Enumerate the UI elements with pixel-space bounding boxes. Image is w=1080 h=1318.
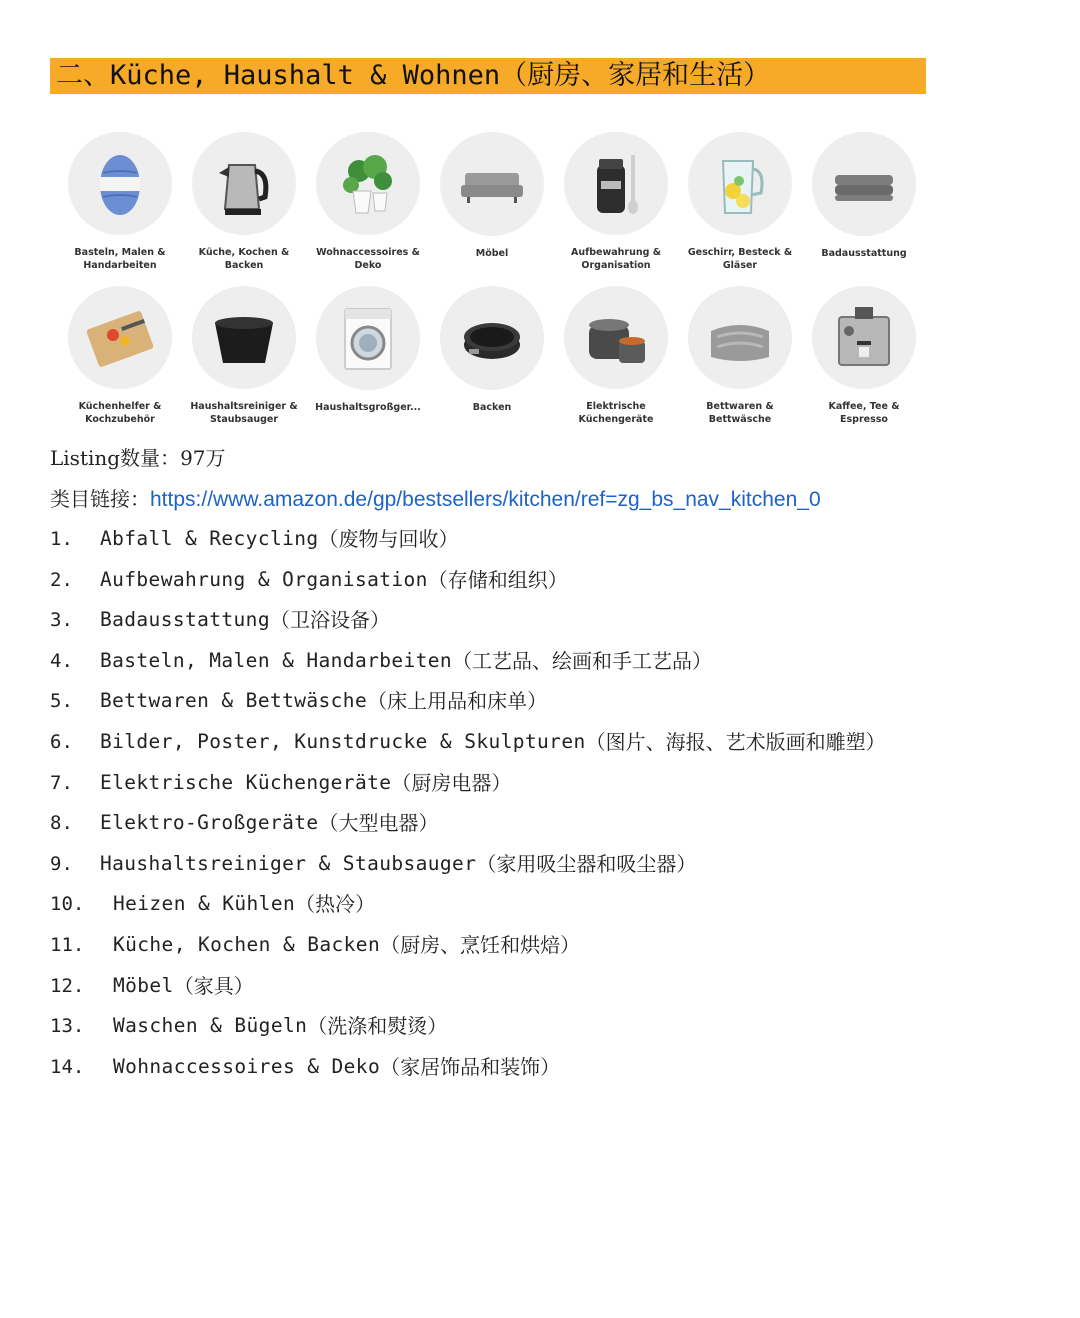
category-label: Aufbewahrung & Organisation bbox=[570, 247, 662, 271]
category-tile[interactable] bbox=[58, 132, 182, 272]
washing-machine-icon bbox=[331, 301, 405, 375]
category-tile[interactable] bbox=[678, 132, 802, 272]
category-image bbox=[316, 286, 420, 390]
item-name-cn: （家具） bbox=[173, 973, 254, 998]
category-image bbox=[812, 286, 916, 389]
category-image bbox=[812, 132, 916, 236]
list-item bbox=[50, 971, 1050, 1012]
bucket-icon bbox=[207, 301, 281, 375]
list-item bbox=[50, 686, 1050, 727]
list-item bbox=[50, 565, 1050, 606]
item-name-de: Küche, Kochen & Backen bbox=[113, 932, 381, 956]
springform-pan-icon bbox=[455, 301, 529, 375]
list-number: 1. bbox=[50, 528, 73, 550]
list-number: 2. bbox=[50, 568, 73, 591]
list-item bbox=[50, 849, 1050, 890]
list-item bbox=[50, 646, 1050, 687]
category-label: Bettwaren & Bettwäsche bbox=[706, 401, 774, 425]
list-item bbox=[50, 1052, 1050, 1093]
subcategory-list bbox=[50, 524, 1050, 1092]
list-item bbox=[50, 605, 1050, 646]
category-grid bbox=[58, 132, 928, 426]
category-image bbox=[68, 132, 172, 235]
category-image bbox=[688, 286, 792, 389]
list-number: 14. bbox=[50, 1055, 85, 1078]
item-name-de: Abfall & Recycling bbox=[100, 527, 319, 550]
category-label: Elektrische Küchengeräte bbox=[578, 401, 654, 425]
category-tile[interactable] bbox=[182, 132, 306, 272]
category-link[interactable]: https://www.amazon.de/gp/bestsellers/kitchen/ref=zg_bs_nav_kitchen_0 bbox=[150, 488, 821, 511]
list-number: 3. bbox=[50, 609, 73, 632]
item-name-de: Haushaltsreiniger & Staubsauger bbox=[100, 851, 477, 875]
category-image bbox=[440, 132, 544, 236]
category-label: Wohnaccessoires & Deko bbox=[316, 247, 420, 271]
category-tile[interactable] bbox=[802, 132, 926, 272]
item-name-cn: （废物与回收） bbox=[318, 527, 459, 551]
list-number: 10. bbox=[50, 893, 85, 916]
listing-count-label: Listing数量： bbox=[50, 446, 181, 470]
yarn-ball-icon bbox=[83, 147, 157, 221]
item-name-de: Waschen & Bügeln bbox=[113, 1014, 308, 1038]
blanket-icon bbox=[703, 301, 777, 375]
list-item bbox=[50, 768, 1050, 809]
item-name-de: Bilder, Poster, Kunstdrucke & Skulpturen bbox=[100, 729, 586, 753]
list-item bbox=[50, 930, 1050, 971]
category-link-label: 类目链接： bbox=[50, 487, 150, 511]
category-link-row bbox=[50, 485, 821, 514]
category-tile[interactable] bbox=[306, 286, 430, 426]
potted-plant-icon bbox=[331, 147, 405, 221]
category-label: Möbel bbox=[475, 248, 509, 259]
item-name-de: Bettwaren & Bettwäsche bbox=[100, 689, 368, 713]
slow-cooker-icon bbox=[579, 301, 653, 375]
sofa-icon bbox=[455, 147, 529, 221]
category-image bbox=[68, 286, 172, 389]
list-number: 12. bbox=[50, 974, 85, 997]
category-label: Kaffee, Tee & Espresso bbox=[828, 401, 900, 425]
item-name-cn: （工艺品、绘画和手工艺品） bbox=[452, 648, 713, 673]
category-image bbox=[316, 132, 420, 235]
category-tile[interactable] bbox=[678, 286, 802, 426]
list-number: 9. bbox=[50, 852, 73, 875]
listing-count bbox=[50, 444, 226, 472]
category-image bbox=[192, 286, 296, 389]
cutting-board-icon bbox=[83, 301, 157, 375]
category-label: Haushaltsgroßger... bbox=[315, 402, 421, 413]
category-label: Küchenhelfer & Kochzubehör bbox=[78, 401, 162, 425]
category-label: Haushaltsreiniger & Staubsauger bbox=[190, 401, 298, 425]
category-image bbox=[440, 286, 544, 390]
list-item bbox=[50, 1011, 1050, 1052]
list-number: 4. bbox=[50, 649, 73, 672]
category-tile[interactable] bbox=[182, 286, 306, 426]
list-item bbox=[50, 889, 1050, 930]
thermos-icon bbox=[579, 147, 653, 221]
towels-icon bbox=[827, 147, 901, 221]
item-name-de: Wohnaccessoires & Deko bbox=[113, 1054, 381, 1078]
kettle-icon bbox=[207, 147, 281, 221]
list-number: 8. bbox=[50, 812, 73, 835]
item-name-cn: （图片、海报、艺术版画和雕塑） bbox=[585, 729, 886, 754]
item-name-cn: （存储和组织） bbox=[427, 567, 568, 592]
category-label: Geschirr, Besteck & Gläser bbox=[687, 247, 793, 271]
category-label: Küche, Kochen & Backen bbox=[198, 247, 290, 271]
category-tile[interactable] bbox=[58, 286, 182, 426]
category-label: Backen bbox=[472, 402, 512, 413]
category-image bbox=[564, 286, 668, 389]
item-name-de: Heizen & Kühlen bbox=[113, 892, 296, 916]
category-label: Badausstattung bbox=[821, 248, 907, 259]
category-tile[interactable] bbox=[802, 286, 926, 426]
item-name-de: Möbel bbox=[113, 973, 174, 997]
item-name-cn: （洗涤和熨烫） bbox=[307, 1014, 448, 1039]
section-heading: 二、Küche, Haushalt & Wohnen（厨房、家居和生活） bbox=[50, 58, 926, 94]
listing-count-value: 97万 bbox=[180, 446, 226, 470]
list-number: 7. bbox=[50, 771, 73, 794]
category-label: Basteln, Malen & Handarbeiten bbox=[74, 247, 166, 271]
list-item bbox=[50, 808, 1050, 849]
item-name-de: Badausstattung bbox=[100, 608, 270, 632]
item-name-de: Elektrische Küchengeräte bbox=[100, 770, 392, 794]
category-tile[interactable] bbox=[430, 286, 554, 426]
item-name-cn: （家居饰品和装饰） bbox=[380, 1054, 561, 1079]
item-name-de: Basteln, Malen & Handarbeiten bbox=[100, 648, 453, 672]
item-name-cn: （家用吸尘器和吸尘器） bbox=[476, 851, 697, 876]
category-image bbox=[688, 132, 792, 235]
item-name-de: Elektro-Großgeräte bbox=[100, 811, 319, 835]
category-image bbox=[564, 132, 668, 235]
category-tile[interactable] bbox=[554, 132, 678, 272]
item-name-cn: （卫浴设备） bbox=[269, 608, 390, 633]
item-name-cn: （热冷） bbox=[295, 892, 376, 917]
list-item bbox=[50, 524, 1050, 565]
list-number: 5. bbox=[50, 690, 73, 713]
item-name-cn: （大型电器） bbox=[318, 811, 439, 836]
item-name-cn: （厨房电器） bbox=[391, 770, 512, 795]
category-image bbox=[192, 132, 296, 235]
list-number: 11. bbox=[50, 933, 85, 956]
category-tile[interactable] bbox=[306, 132, 430, 272]
espresso-machine-icon bbox=[827, 301, 901, 375]
category-tile[interactable] bbox=[430, 132, 554, 272]
item-name-cn: （床上用品和床单） bbox=[367, 689, 548, 714]
list-number: 13. bbox=[50, 1015, 85, 1038]
list-item bbox=[50, 727, 1050, 768]
pitcher-icon bbox=[703, 147, 777, 221]
item-name-cn: （厨房、烹饪和烘焙） bbox=[380, 932, 581, 957]
list-number: 6. bbox=[50, 730, 73, 753]
item-name-de: Aufbewahrung & Organisation bbox=[100, 567, 428, 591]
category-tile[interactable] bbox=[554, 286, 678, 426]
